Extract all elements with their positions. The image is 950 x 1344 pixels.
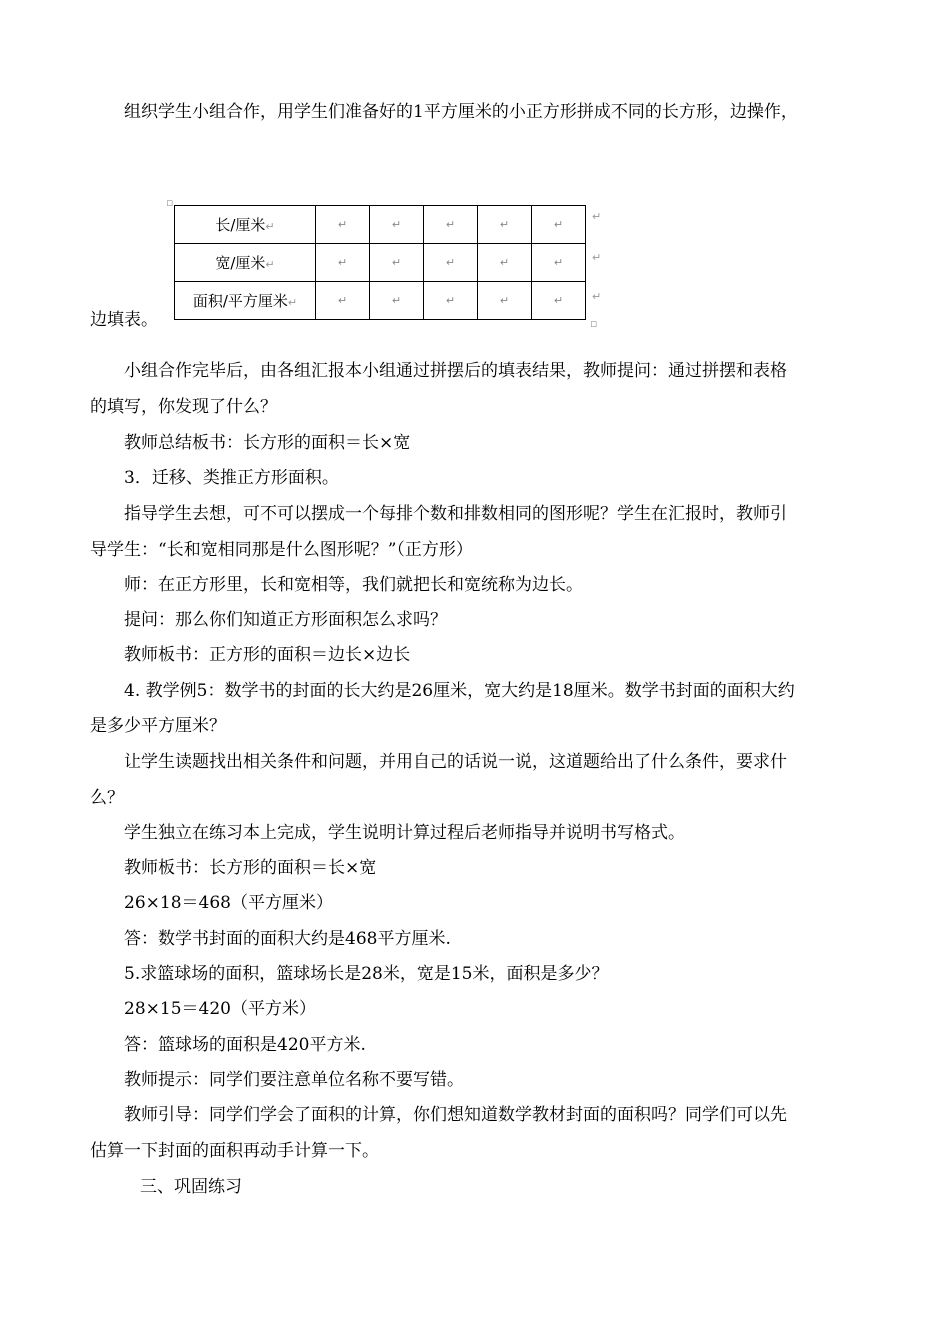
- table-cell: ↵: [478, 282, 532, 320]
- table-cell: ↵: [532, 282, 586, 320]
- intro-tail: 边填表。: [90, 310, 158, 330]
- paragraph-line: 3．迁移、类推正方形面积。: [124, 468, 339, 488]
- paragraph-line: 导学生：“长和宽相同那是什么图形呢？”（正方形）: [90, 540, 473, 560]
- paragraph-line: 学生独立在练习本上完成，学生说明计算过程后老师指导并说明书写格式。: [124, 823, 685, 843]
- paragraph-line: 是多少平方厘米？: [90, 716, 226, 736]
- table-row-length: [175, 206, 586, 244]
- paragraph-line: 5.求篮球场的面积，篮球场长是28米，宽是15米，面积是多少？: [124, 964, 609, 984]
- table-cell: ↵: [478, 206, 532, 244]
- table-cell: ↵: [370, 206, 424, 244]
- paragraph-line: 师：在正方形里，长和宽相等，我们就把长和宽统称为边长。: [124, 575, 583, 595]
- paragraph-line: 教师板书：长方形的面积＝长×宽: [124, 858, 377, 878]
- table-cell: ↵: [424, 206, 478, 244]
- paragraph-line: 提问：那么你们知道正方形面积怎么求吗？: [124, 610, 447, 630]
- paragraph-line: 答：篮球场的面积是420平方米.: [124, 1035, 366, 1055]
- paragraph-line: 26×18＝468（平方厘米）: [124, 893, 333, 913]
- paragraph-line: 答：数学书封面的面积大约是468平方厘米.: [124, 929, 451, 949]
- section-heading: 三、巩固练习: [140, 1177, 242, 1197]
- table-cell: ↵: [424, 282, 478, 320]
- table-row-width: [175, 244, 586, 282]
- row-end-mark: ↵: [592, 210, 602, 223]
- paragraph-line: 教师提示：同学们要注意单位名称不要写错。: [124, 1070, 464, 1090]
- table-cell: ↵: [424, 244, 478, 282]
- table-end-mark: ▫: [590, 317, 598, 330]
- table-cell: ↵: [370, 244, 424, 282]
- paragraph-line: 估算一下封面的面积再动手计算一下。: [90, 1141, 379, 1161]
- table-cell: ↵: [532, 244, 586, 282]
- table-anchor-mark: ▫: [166, 196, 174, 209]
- row-end-mark: ↵: [592, 251, 602, 264]
- paragraph-line: 让学生读题找出相关条件和问题，并用自己的话说一说，这道题给出了什么条件，要求什: [124, 752, 787, 772]
- table-cell: ↵: [316, 244, 370, 282]
- paragraph-line: 教师引导：同学们学会了面积的计算，你们想知道数学教材封面的面积吗？同学们可以先: [124, 1105, 787, 1125]
- table-cell: ↵: [478, 244, 532, 282]
- fill-in-table: [174, 205, 586, 320]
- paragraph-line: 么？: [90, 788, 124, 808]
- paragraph-line: 小组合作完毕后，由各组汇报本小组通过拼摆后的填表结果，教师提问：通过拼摆和表格: [124, 361, 787, 381]
- table-cell: ↵: [532, 206, 586, 244]
- table-cell: ↵: [370, 282, 424, 320]
- paragraph-line: 4. 教学例5：数学书的封面的长大约是26厘米，宽大约是18厘米。数学书封面的面积大约: [124, 681, 795, 701]
- row-label-area: 面积/平方厘米↵: [175, 282, 316, 320]
- row-end-mark: ↵: [592, 290, 602, 303]
- paragraph-line: 教师板书：正方形的面积＝边长×边长: [124, 645, 411, 665]
- row-label-length: 长/厘米↵: [175, 206, 316, 244]
- paragraph-line: 的填写，你发现了什么？: [90, 397, 277, 417]
- row-label-width: 宽/厘米↵: [175, 244, 316, 282]
- table-cell: ↵: [316, 206, 370, 244]
- intro-paragraph: 组织学生小组合作，用学生们准备好的1平方厘米的小正方形拼成不同的长方形，边操作，: [124, 102, 798, 122]
- paragraph-line: 指导学生去想，可不可以摆成一个每排个数和排数相同的图形呢？学生在汇报时，教师引: [124, 504, 787, 524]
- paragraph-line: 教师总结板书：长方形的面积＝长×宽: [124, 433, 411, 453]
- table-cell: ↵: [316, 282, 370, 320]
- paragraph-line: 28×15＝420（平方米）: [124, 999, 316, 1019]
